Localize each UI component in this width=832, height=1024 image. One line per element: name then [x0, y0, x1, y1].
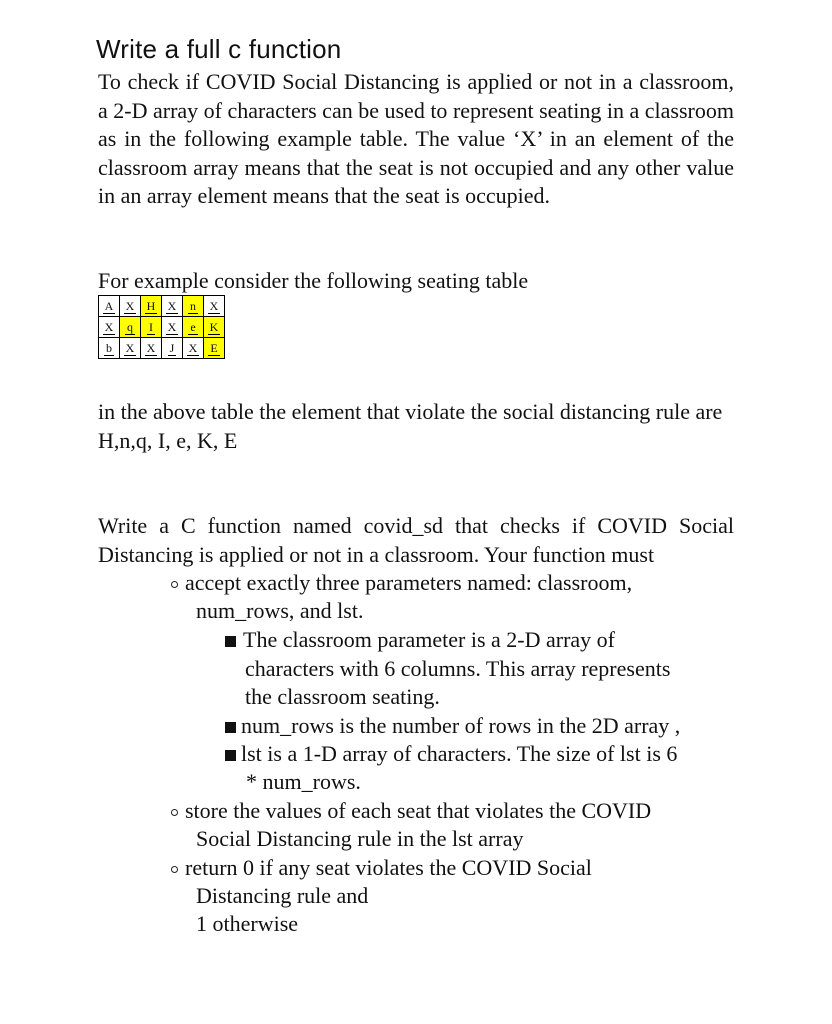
seat-value: I [149, 319, 153, 334]
requirement-3-line-3: 1 otherwise [196, 911, 299, 936]
seat-cell [141, 317, 162, 338]
seat-value: n [190, 298, 196, 313]
seat-cell [183, 296, 204, 317]
seating-row [99, 338, 225, 359]
circle-bullet-icon [171, 809, 178, 816]
seating-row [99, 317, 225, 338]
circle-bullet-icon [171, 581, 178, 588]
seat-value: J [169, 340, 175, 355]
requirement-2-line-2: Social Distancing rule in the lst array [196, 826, 524, 851]
intro-paragraph: To check if COVID Social Distancing is applied or not in a classroom, a 2-D array of characters can be used to represent seating in a classroom as in the following example table. The value ‘X’ in an element of the classroom array means that the seat is not occupied and any other value in an array element means that the seat is occupied. [98, 69, 734, 208]
seat-value: q [127, 319, 133, 334]
sub-requirement-3-line-1: lst is a 1-D array of characters. The size of lst is 6 [241, 741, 678, 766]
seat-value: X [146, 340, 156, 355]
seat-value: X [188, 340, 198, 355]
seat-value: K [209, 319, 219, 334]
sub-requirement-1-line-3: the classroom seating. [245, 684, 440, 709]
seat-value: X [125, 340, 135, 355]
seat-cell [204, 296, 225, 317]
result-text: in the above table the element that violate the social distancing rule are [98, 399, 723, 424]
requirement-1-line-1: accept exactly three parameters named: classroom, [185, 570, 633, 595]
seat-value: e [190, 319, 196, 334]
seat-cell [183, 317, 204, 338]
square-bullet-icon [225, 722, 236, 733]
seat-value: X [125, 298, 135, 313]
seat-cell [120, 296, 141, 317]
seat-value: X [209, 298, 219, 313]
seat-cell [99, 317, 120, 338]
requirement-3-line-2: Distancing rule and [196, 883, 369, 908]
requirement-1-line-2: num_rows, and lst. [196, 598, 364, 623]
sub-requirement-2-line-1: num_rows is the number of rows in the 2D array , [241, 713, 681, 738]
seat-value: b [106, 340, 112, 355]
seat-cell [183, 338, 204, 359]
square-bullet-icon [225, 750, 236, 761]
seating-table [98, 295, 225, 359]
seat-value: X [104, 319, 114, 334]
example-intro: For example consider the following seating table [98, 268, 529, 293]
seat-cell [120, 317, 141, 338]
seat-value: A [104, 298, 114, 313]
sub-requirement-1-line-2: characters with 6 columns. This array represents [245, 656, 671, 681]
seat-cell [162, 338, 183, 359]
seating-row [99, 296, 225, 317]
seat-cell [99, 338, 120, 359]
violations-list: H,n,q, I, e, K, E [98, 427, 238, 453]
seat-cell [99, 296, 120, 317]
seat-cell [204, 338, 225, 359]
result-paragraph [98, 398, 734, 455]
seat-cell [141, 296, 162, 317]
requirement-2-line-1: store the values of each seat that violates the COVID [185, 798, 652, 823]
seat-cell [162, 296, 183, 317]
seat-value: E [210, 340, 218, 355]
seat-cell [204, 317, 225, 338]
requirement-3-line-1: return 0 if any seat violates the COVID Social [185, 855, 592, 880]
seat-cell [141, 338, 162, 359]
seat-cell [162, 317, 183, 338]
seat-value: X [167, 319, 177, 334]
seat-value: X [167, 298, 177, 313]
seat-cell [120, 338, 141, 359]
task-paragraph: Write a C function named covid_sd that checks if COVID Social Distancing is applied or not in a classroom. Your function must [98, 513, 734, 567]
square-bullet-icon [225, 636, 236, 647]
seat-value: H [146, 298, 156, 313]
circle-bullet-icon [171, 866, 178, 873]
sub-requirement-3-line-2: * num_rows. [246, 769, 361, 794]
sub-requirement-1-line-1: The classroom parameter is a 2-D array of [243, 627, 616, 652]
page-title: Write a full c function [96, 34, 342, 64]
